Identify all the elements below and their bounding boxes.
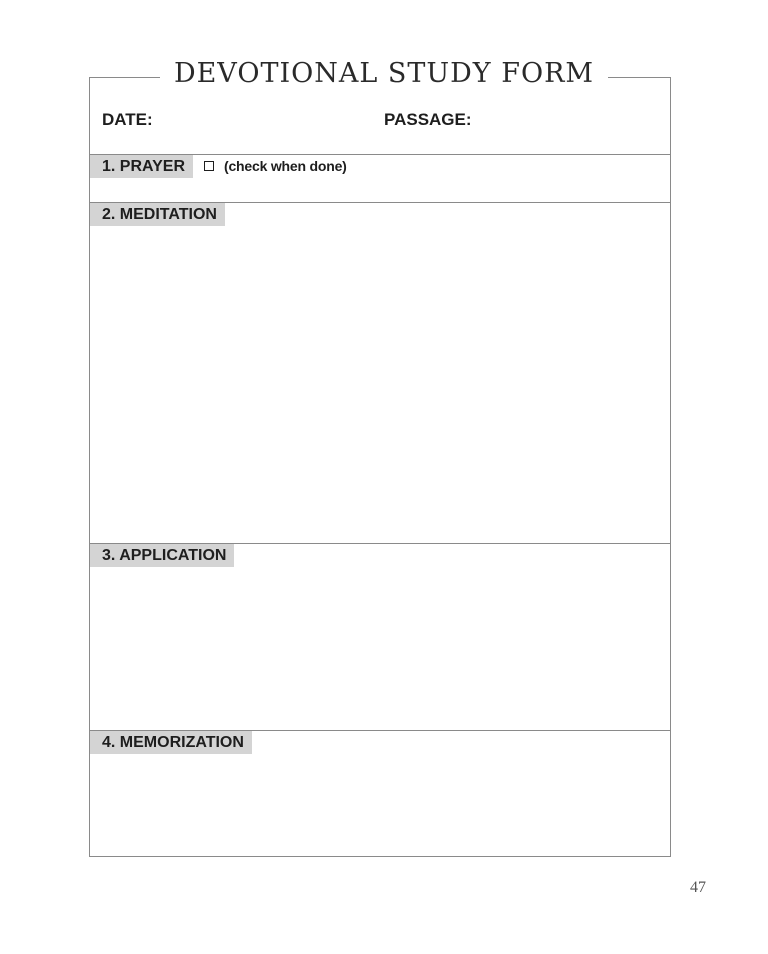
section-meditation[interactable] [90, 202, 670, 543]
page-number: 47 [690, 879, 706, 896]
form-title-text: DEVOTIONAL STUDY FORM [160, 58, 608, 89]
prayer-section-label: 1. PRAYER [90, 155, 193, 178]
section-application[interactable] [90, 543, 670, 730]
memorization-section-label: 4. MEMORIZATION [90, 731, 252, 754]
study-form [89, 77, 671, 857]
prayer-done-checkbox[interactable] [204, 161, 214, 171]
form-header [90, 78, 670, 154]
form-title [0, 58, 768, 89]
application-section-label: 3. APPLICATION [90, 544, 234, 567]
meditation-section-label: 2. MEDITATION [90, 203, 225, 226]
passage-field-label[interactable]: PASSAGE: [384, 110, 472, 129]
prayer-check-note: (check when done) [224, 158, 347, 174]
date-field-label[interactable]: DATE: [102, 110, 153, 129]
section-prayer[interactable] [90, 154, 670, 202]
section-memorization[interactable] [90, 730, 670, 857]
